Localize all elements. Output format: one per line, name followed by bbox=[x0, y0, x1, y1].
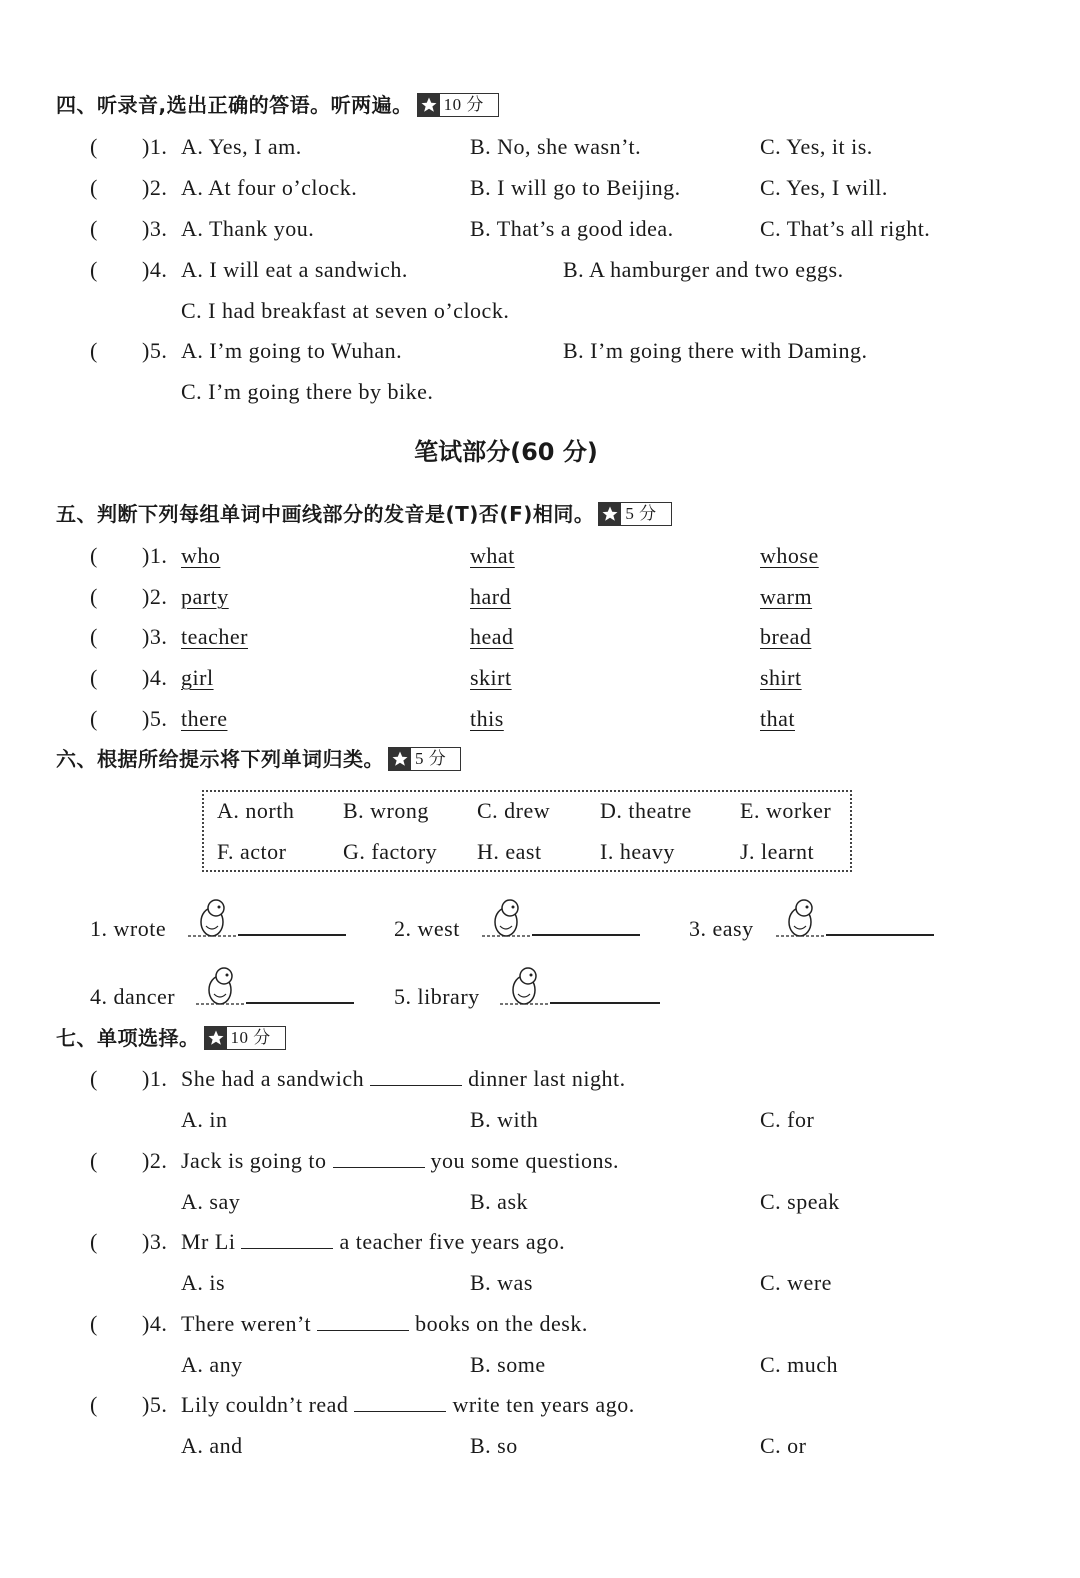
word-3: bread bbox=[760, 624, 812, 649]
option-b: B. That’s a good idea. bbox=[470, 216, 674, 241]
section7-heading bbox=[56, 1023, 286, 1053]
option-a: A. any bbox=[181, 1352, 243, 1377]
score-badge: 5 分 bbox=[598, 502, 671, 526]
word-3: shirt bbox=[760, 665, 802, 690]
score-badge: 10 分 bbox=[204, 1026, 286, 1050]
word-3: warm bbox=[760, 584, 813, 609]
answer-paren[interactable]: ( bbox=[90, 706, 98, 731]
option-b: B. A hamburger and two eggs. bbox=[563, 257, 844, 282]
answer-paren[interactable]: ( bbox=[90, 543, 98, 568]
option-c: C. Yes, it is. bbox=[760, 134, 873, 159]
classify-prompt: 5. library bbox=[394, 984, 480, 1009]
word-bank-item: J. learnt bbox=[740, 839, 815, 864]
section6-heading bbox=[56, 744, 461, 774]
option-a: A. I’m going to Wuhan. bbox=[181, 338, 403, 363]
item-number: )4. bbox=[142, 665, 168, 690]
answer-paren[interactable]: ( bbox=[90, 665, 98, 690]
groundhog-icon bbox=[480, 896, 532, 940]
fill-blank[interactable] bbox=[370, 1065, 462, 1086]
item-number: )3. bbox=[142, 1229, 168, 1254]
word-bank-item: E. worker bbox=[740, 798, 832, 823]
classify-prompt: 3. easy bbox=[689, 916, 754, 941]
answer-paren[interactable]: ( bbox=[90, 216, 98, 241]
option-b: B. I’m going there with Daming. bbox=[563, 338, 868, 363]
option-a: A. At four o’clock. bbox=[181, 175, 358, 200]
word-2: skirt bbox=[470, 665, 512, 690]
option-a: A. I will eat a sandwich. bbox=[181, 257, 408, 282]
item-number: )2. bbox=[142, 584, 168, 609]
option-a: A. is bbox=[181, 1270, 226, 1295]
item-number: )3. bbox=[142, 624, 168, 649]
option-c: C. or bbox=[760, 1433, 807, 1458]
item-number: )3. bbox=[142, 216, 168, 241]
option-c: C. I had breakfast at seven o’clock. bbox=[181, 298, 510, 323]
item-number: )2. bbox=[142, 1148, 168, 1173]
answer-paren[interactable]: ( bbox=[90, 134, 98, 159]
classify-prompt: 2. west bbox=[394, 916, 460, 941]
score-badge: 5 分 bbox=[388, 747, 461, 771]
written-part-title: 笔试部分(60 分) bbox=[414, 438, 598, 466]
question-sentence: She had a sandwich dinner last night. bbox=[181, 1066, 626, 1091]
option-c: C. speak bbox=[760, 1189, 840, 1214]
section4-heading bbox=[56, 90, 499, 120]
item-number: )1. bbox=[142, 1066, 168, 1091]
option-c: C. for bbox=[760, 1107, 815, 1132]
option-a: A. and bbox=[181, 1433, 243, 1458]
answer-line[interactable] bbox=[238, 934, 346, 936]
item-number: )5. bbox=[142, 1392, 168, 1417]
star-icon bbox=[205, 1027, 227, 1049]
item-number: )4. bbox=[142, 1311, 168, 1336]
groundhog-icon bbox=[194, 964, 246, 1008]
option-b: B. I will go to Beijing. bbox=[470, 175, 681, 200]
answer-paren[interactable]: ( bbox=[90, 584, 98, 609]
item-number: )5. bbox=[142, 338, 168, 363]
item-number: )1. bbox=[142, 134, 168, 159]
groundhog-icon bbox=[498, 964, 550, 1008]
fill-blank[interactable] bbox=[333, 1147, 425, 1168]
option-b: B. was bbox=[470, 1270, 533, 1295]
question-sentence: Mr Li a teacher five years ago. bbox=[181, 1229, 566, 1254]
option-a: A. say bbox=[181, 1189, 241, 1214]
option-a: A. in bbox=[181, 1107, 228, 1132]
option-c: C. I’m going there by bike. bbox=[181, 379, 434, 404]
word-bank-item: C. drew bbox=[477, 798, 551, 823]
word-bank-item: B. wrong bbox=[343, 798, 429, 823]
answer-line[interactable] bbox=[532, 934, 640, 936]
word-bank-item: I. heavy bbox=[600, 839, 675, 864]
answer-paren[interactable]: ( bbox=[90, 624, 98, 649]
answer-paren[interactable]: ( bbox=[90, 1148, 98, 1173]
word-1: teacher bbox=[181, 624, 248, 649]
option-c: C. much bbox=[760, 1352, 839, 1377]
section5-heading bbox=[56, 499, 672, 529]
star-icon bbox=[389, 748, 411, 770]
classify-prompt: 1. wrote bbox=[90, 916, 167, 941]
classify-prompt: 4. dancer bbox=[90, 984, 176, 1009]
section6-title: 六、根据所给提示将下列单词归类。 bbox=[56, 747, 384, 771]
section4-title: 四、听录音,选出正确的答语。听两遍。 bbox=[56, 93, 413, 117]
score-badge: 10 分 bbox=[417, 93, 499, 117]
option-b: B. so bbox=[470, 1433, 518, 1458]
question-sentence: There weren’t books on the desk. bbox=[181, 1311, 588, 1336]
word-3: whose bbox=[760, 543, 819, 568]
word-bank-item: A. north bbox=[217, 798, 295, 823]
option-b: B. ask bbox=[470, 1189, 528, 1214]
question-sentence: Lily couldn’t read write ten years ago. bbox=[181, 1392, 635, 1417]
answer-paren[interactable]: ( bbox=[90, 1066, 98, 1091]
item-number: )2. bbox=[142, 175, 168, 200]
answer-paren[interactable]: ( bbox=[90, 338, 98, 363]
word-bank-item: H. east bbox=[477, 839, 542, 864]
option-c: C. That’s all right. bbox=[760, 216, 931, 241]
word-bank-item: D. theatre bbox=[600, 798, 692, 823]
option-c: C. Yes, I will. bbox=[760, 175, 888, 200]
answer-line[interactable] bbox=[246, 1002, 354, 1004]
fill-blank[interactable] bbox=[241, 1228, 333, 1249]
answer-paren[interactable]: ( bbox=[90, 1229, 98, 1254]
answer-paren[interactable]: ( bbox=[90, 1392, 98, 1417]
word-2: hard bbox=[470, 584, 512, 609]
option-b: B. with bbox=[470, 1107, 539, 1132]
option-a: A. Yes, I am. bbox=[181, 134, 302, 159]
word-2: this bbox=[470, 706, 504, 731]
option-c: C. were bbox=[760, 1270, 832, 1295]
word-bank-item: G. factory bbox=[343, 839, 438, 864]
answer-line[interactable] bbox=[826, 934, 934, 936]
answer-paren[interactable]: ( bbox=[90, 1311, 98, 1336]
groundhog-icon bbox=[186, 896, 238, 940]
word-3: that bbox=[760, 706, 795, 731]
word-bank-item: F. actor bbox=[217, 839, 287, 864]
word-2: head bbox=[470, 624, 514, 649]
word-1: party bbox=[181, 584, 229, 609]
groundhog-icon bbox=[774, 896, 826, 940]
word-1: who bbox=[181, 543, 221, 568]
fill-blank[interactable] bbox=[317, 1310, 409, 1331]
word-1: there bbox=[181, 706, 228, 731]
star-icon bbox=[418, 94, 440, 116]
section5-title: 五、判断下列每组单词中画线部分的发音是(T)否(F)相同。 bbox=[56, 502, 595, 526]
fill-blank[interactable] bbox=[354, 1391, 446, 1412]
answer-paren[interactable]: ( bbox=[90, 175, 98, 200]
item-number: )1. bbox=[142, 543, 168, 568]
option-a: A. Thank you. bbox=[181, 216, 315, 241]
option-b: B. some bbox=[470, 1352, 546, 1377]
answer-paren[interactable]: ( bbox=[90, 257, 98, 282]
section7-title: 七、单项选择。 bbox=[56, 1026, 200, 1050]
word-1: girl bbox=[181, 665, 214, 690]
word-2: what bbox=[470, 543, 515, 568]
item-number: )5. bbox=[142, 706, 168, 731]
answer-line[interactable] bbox=[550, 1002, 660, 1004]
question-sentence: Jack is going to you some questions. bbox=[181, 1148, 620, 1173]
option-b: B. No, she wasn’t. bbox=[470, 134, 642, 159]
item-number: )4. bbox=[142, 257, 168, 282]
star-icon bbox=[599, 503, 621, 525]
